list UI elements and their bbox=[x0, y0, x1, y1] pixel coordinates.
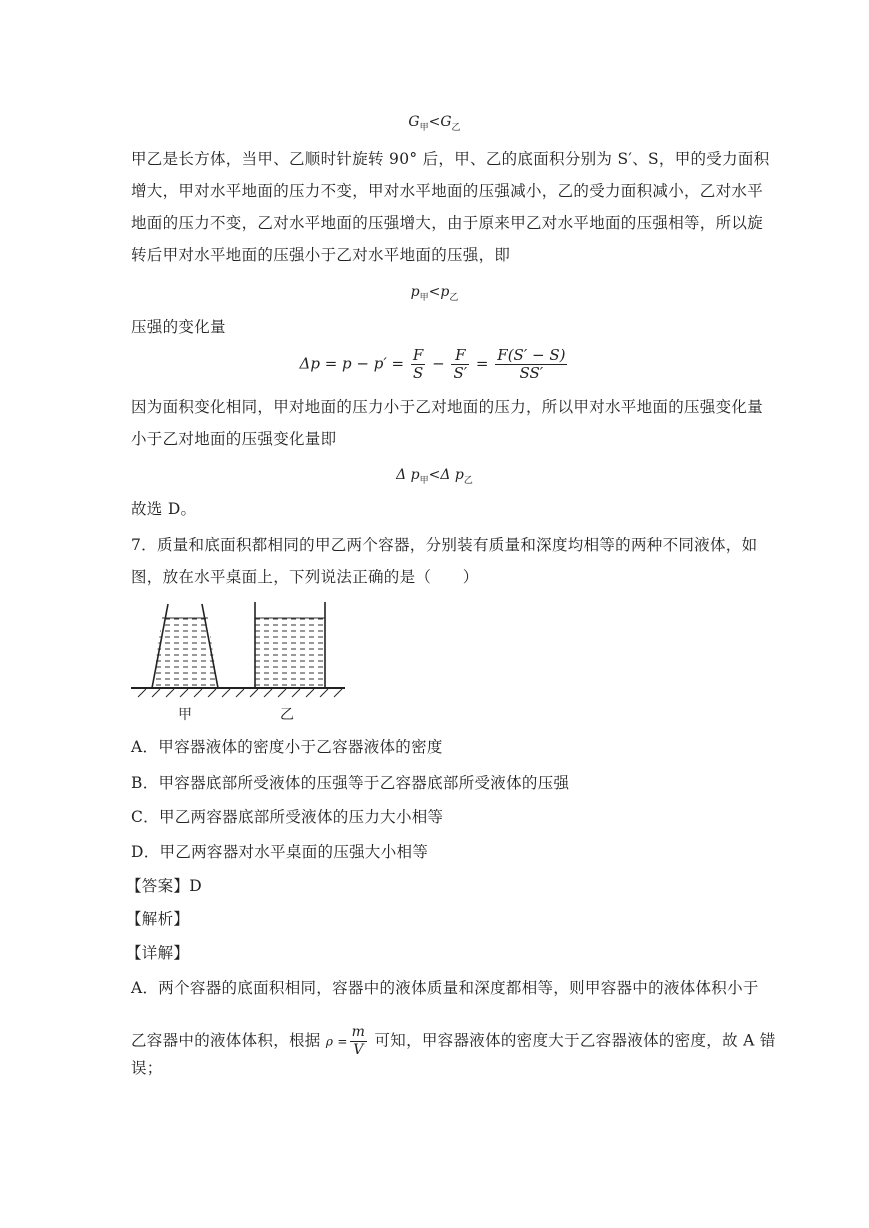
option-c: C．甲乙两容器底部所受液体的压力大小相等 bbox=[131, 808, 444, 826]
delta-p-formula bbox=[0, 347, 869, 382]
subscript-yi: 乙 bbox=[449, 293, 459, 303]
option-b: B．甲容器底部所受液体的压强等于乙容器底部所受液体的压强 bbox=[131, 774, 570, 792]
equals-sign: = bbox=[475, 354, 489, 373]
delta-p-symbol: Δ p bbox=[396, 467, 420, 483]
containers-diagram bbox=[128, 598, 348, 726]
subscript-jia: 甲 bbox=[419, 123, 429, 133]
denominator: S′ bbox=[453, 364, 468, 382]
detail-a-line3: 误； bbox=[131, 1059, 163, 1077]
numerator: m bbox=[351, 1024, 366, 1040]
less-than: < bbox=[428, 114, 441, 130]
paragraph-line: 因为面积变化相同，甲对地面的压力小于乙对地面的压力，所以甲对水平地面的压强变化量 bbox=[131, 398, 764, 416]
liquid-yi bbox=[255, 618, 325, 688]
numerator: F bbox=[412, 346, 424, 364]
paragraph-line: 转后甲对水平地面的压强小于乙对水平地面的压强，即 bbox=[131, 246, 511, 264]
numerator: F(S′ − S) bbox=[497, 346, 566, 364]
answer-heading: 【答案】D bbox=[126, 877, 202, 895]
label-jia: 甲 bbox=[178, 707, 192, 723]
subscript-yi: 乙 bbox=[451, 123, 461, 133]
detail-a-line2 bbox=[131, 1024, 776, 1059]
equation-g-compare bbox=[0, 114, 869, 133]
detail-text: 可知，甲容器液体的密度大于乙容器液体的密度，故 A 错 bbox=[374, 1031, 776, 1050]
denominator: V bbox=[353, 1042, 364, 1058]
equation-delta-p-compare bbox=[0, 467, 869, 486]
denominator: S bbox=[412, 364, 424, 382]
fraction-difference bbox=[495, 347, 567, 382]
paragraph-line: 小于乙对地面的压强变化量即 bbox=[131, 430, 337, 448]
question-line: 图，放在水平桌面上，下列说法正确的是（ ） bbox=[131, 568, 479, 586]
p-symbol: p bbox=[440, 284, 450, 300]
less-than: < bbox=[428, 284, 441, 300]
liquid-jia bbox=[152, 618, 218, 688]
minus-sign: − bbox=[432, 354, 445, 373]
paragraph-line: 增大，甲对水平地面的压力不变，甲对水平地面的压强减小，乙的受力面积减小，乙对水平 bbox=[131, 182, 764, 200]
paragraph-line: 地面的压力不变，乙对水平地面的压强增大，由于原来甲乙对水平地面的压强相等，所以旋 bbox=[131, 214, 764, 232]
denominator: SS′ bbox=[519, 364, 544, 382]
equation-p-compare bbox=[0, 284, 869, 303]
density-fraction bbox=[350, 1024, 368, 1059]
p-symbol: p bbox=[410, 284, 420, 300]
subscript-jia: 甲 bbox=[419, 476, 429, 486]
rho-lhs: ρ = bbox=[325, 1034, 348, 1049]
pressure-change-label: 压强的变化量 bbox=[131, 318, 226, 336]
detail-text: 乙容器中的液体体积，根据 bbox=[131, 1031, 321, 1050]
delta-p-symbol: Δ p bbox=[440, 467, 464, 483]
numerator: F bbox=[451, 347, 469, 365]
formula-lhs: Δp = p − p′ = bbox=[299, 354, 405, 373]
question-line: 7．质量和底面积都相同的甲乙两个容器，分别装有质量和深度均相等的两种不同液体，如 bbox=[131, 536, 758, 554]
label-yi: 乙 bbox=[280, 707, 294, 723]
g-symbol: G bbox=[440, 114, 452, 130]
analysis-heading: 【解析】 bbox=[126, 910, 190, 928]
choose-answer: 故选 D。 bbox=[131, 500, 197, 518]
paragraph-line: 甲乙是长方体，当甲、乙顺时针旋转 90° 后，甲、乙的底面积分别为 S′、S，甲的受力面积 bbox=[131, 150, 770, 168]
less-than: < bbox=[428, 467, 441, 483]
fraction-f-over-s bbox=[411, 347, 425, 382]
subscript-jia: 甲 bbox=[419, 293, 429, 303]
subscript-yi: 乙 bbox=[463, 476, 473, 486]
g-symbol: G bbox=[408, 114, 420, 130]
fraction-f-over-s-prime bbox=[451, 347, 469, 382]
option-d: D．甲乙两容器对水平桌面的压强大小相等 bbox=[131, 843, 429, 861]
option-a: A．甲容器液体的密度小于乙容器液体的密度 bbox=[131, 738, 443, 756]
containers-figure bbox=[128, 598, 348, 730]
detail-a-line1: A．两个容器的底面积相同，容器中的液体质量和深度都相等，则甲容器中的液体体积小于 bbox=[131, 979, 759, 997]
table-hatching bbox=[138, 689, 342, 697]
detail-heading: 【详解】 bbox=[126, 944, 190, 962]
